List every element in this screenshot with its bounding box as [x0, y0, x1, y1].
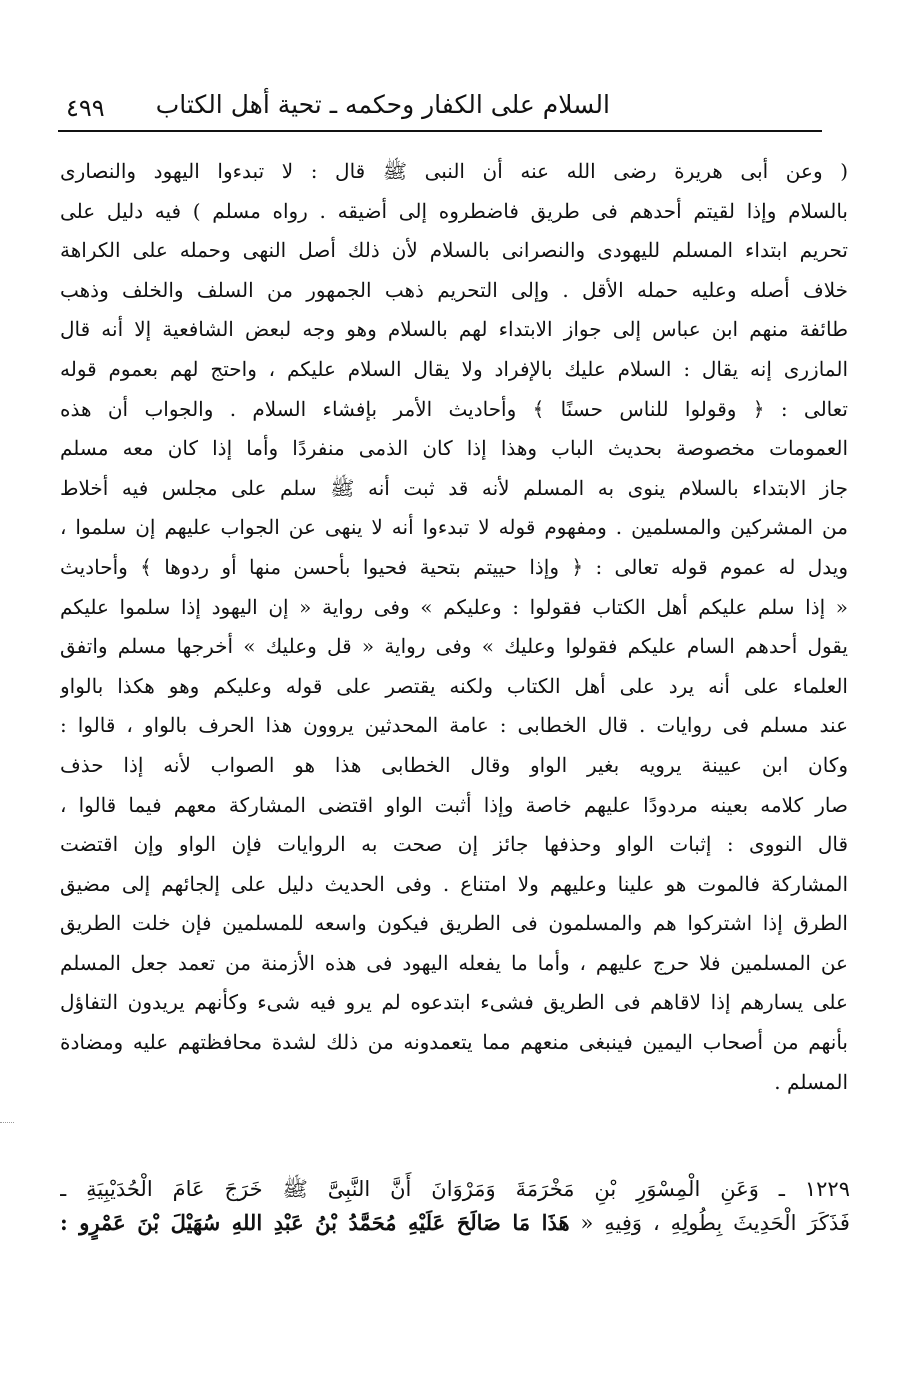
text-line: بأنهم من أصحاب اليمين فينبغى منعهم مما يتعمدونه من ذلك لشدة محافظتهم عليه ومضادة	[60, 1030, 848, 1055]
text-line: يقول أحدهم السام عليكم فقولوا وعليك » وفى رواية « قل وعليك » أخرجها مسلم واتفق	[60, 634, 848, 659]
text-line: تحريم ابتداء المسلم لليهودى والنصرانى بالسلام لأن ذلك أصل النهى وحمله على الكراهة	[60, 238, 848, 263]
text-line: خلاف أصله وعليه حمله الأقل . وإلى التحريم ذهب الجمهور من السلف والخلف وذهب	[60, 277, 848, 302]
text-line: ( وعن أبى هريرة رضى الله عنه أن النبى ﷺ قال : لا تبدءوا اليهود والنصارى	[60, 159, 848, 183]
text-line: صار كلامه بعينه مردودًا عليهم خاصة وإذا أثبت الواو اقتضى المشاركة معهم فيما قالوا ،	[60, 792, 848, 817]
text-line: جاز الابتداء بالسلام ينوى به المسلم لأنه قد ثبت أنه ﷺ سلم على مجلس فيه أخلاط	[60, 475, 848, 500]
text-line: طائفة منهم ابن عباس إلى جواز الابتداء لهم بالسلام وهو وجه لبعض الشافعية إلا أنه قال	[60, 317, 848, 342]
text-line: « إذا سلم عليكم أهل الكتاب فقولوا : وعليكم » وفى رواية « إن اليهود إذا سلموا عليكم	[60, 594, 848, 619]
text-line: وكان ابن عيينة يرويه بغير الواو وقال الخطابى هذا هو الصواب لأنه إذا حذف	[60, 752, 848, 777]
page-number: ٤٩٩	[66, 94, 105, 122]
running-title: السلام على الكفار وحكمه ـ تحية أهل الكتاب	[155, 90, 610, 119]
scan-edge-mark	[0, 1122, 14, 1123]
text-line: العلماء على أنه يرد على أهل الكتاب ولكنه يقتصر على قوله وعليكم وهو هكذا بالواو	[60, 673, 848, 698]
hadith-quote: هَذَا مَا صَالَحَ عَلَيْهِ مُحَمَّدُ بْنُ عَبْدِ اللهِ سُهَيْلَ بْنَ عَمْرٍو :	[60, 1210, 570, 1235]
text-line: بالسلام وإذا لقيتم أحدهم فى طريق فاضطروه إلى أضيقه . رواه مسلم ) فيه دليل على	[60, 198, 848, 223]
header-rule	[58, 130, 822, 132]
hadith-block	[60, 1172, 850, 1240]
page-header	[58, 88, 820, 130]
commentary-text	[60, 152, 848, 1102]
text-line: المازرى إنه يقال : السلام عليك بالإفراد ولا يقال السلام عليكم ، واحتج لهم بعموم قوله	[60, 356, 848, 381]
text-line: قال النووى : إثبات الواو وحذفها جائز إن صحت به الروايات فإن الواو وإن اقتضت	[60, 832, 848, 857]
text-line: العمومات مخصوصة بحديث الباب وهذا إذا كان الذمى منفردًا وأما إذا كان معه مسلم	[60, 436, 848, 461]
text-line: ويدل له عموم قوله تعالى : ﴿ وإذا حييتم بتحية فحيوا بأحسن منها أو ردوها ﴾ وأحاديث	[60, 554, 848, 579]
text-line: عن المسلمين فلا حرج عليهم ، وأما ما يفعله اليهود فى هذه الأزمنة من تعمد جعل المسلم	[60, 950, 848, 975]
text-line: عند مسلم فى روايات . قال الخطابى : عامة المحدثين يروون هذا الحرف بالواو ، قالوا :	[60, 713, 848, 738]
text-line: المسلم .	[774, 1069, 848, 1094]
text-line: تعالى : ﴿ وقولوا للناس حسنًا ﴾ وأحاديث الأمر بإفشاء السلام . والجواب أن هذه	[60, 396, 848, 421]
hadith-line	[60, 1206, 850, 1240]
hadith-intro: فَذَكَرَ الْحَدِيثَ بِطُولِهِ ، وَفِيهِ «	[580, 1211, 850, 1235]
text-line: على يسارهم إذا لاقاهم فى الطريق فشىء ابتدعوه لم يرو فيه شىء وكأنهم يريدون التفاؤل	[60, 990, 848, 1015]
text-line: المشاركة فالموت هو علينا وعليهم ولا امتناع . وفى الحديث دليل على إلجائهم إلى مضيق	[60, 871, 848, 896]
hadith-line: ١٢٢٩ ـ وَعَنِ الْمِسْوَرِ بْنِ مَخْرَمَةَ وَمَرْوَانَ أَنَّ النَّبِىَّ ﷺ خَرَجَ عَامَ الْحُدَيْبِيَةِ ـ	[60, 1177, 850, 1201]
text-line: من المشركين والمسلمين . ومفهوم قوله لا تبدءوا أنه لا ينهى عن الجواب عليهم إن سلموا ،	[60, 515, 848, 540]
text-line: الطرق إذا اشتركوا هم والمسلمون فى الطريق فيكون واسعه للمسلمين فإن خلت الطريق	[60, 911, 848, 936]
